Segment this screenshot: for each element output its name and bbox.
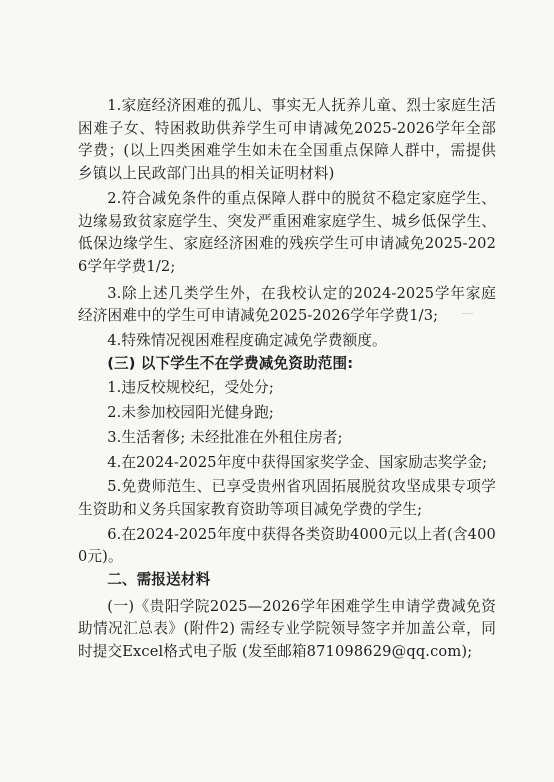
paragraph-4: 4.特殊情况视困难程度确定减免学费额度。 bbox=[107, 332, 387, 350]
excluded-item-6: 6.在2024-2025年度中获得各类资助4000元以上者(含4000元)。 bbox=[78, 525, 496, 566]
section-heading-3: (三) 以下学生不在学费减免资助范围: bbox=[107, 354, 354, 372]
paragraph-1: 1.家庭经济困难的孤儿、事实无人抚养儿童、烈士家庭生活困难子女、特困救助供养学生可申请减免2025-2026学年全部学费；(以上四类困难学生如未在全国重点保障人群中，需提供乡镇以上民政部门出具的相关证明材料) bbox=[78, 97, 496, 183]
materials-item-1: (一)《贵阳学院2025—2026学年困难学生申请学费减免资助情况汇总表》(附件2) 需经专业学院领导签字并加盖公章，同时提交Excel格式电子版 (发至邮箱871098629@qq.com); bbox=[78, 597, 496, 661]
excluded-item-2: 2.未参加校园阳光健身跑; bbox=[107, 404, 274, 422]
section-heading-2: 二、需报送材料 bbox=[107, 571, 211, 589]
excluded-item-4: 4.在2024-2025年度中获得国家奖学金、国家励志奖学金; bbox=[107, 453, 488, 471]
excluded-item-1: 1.违反校规校纪，受处分; bbox=[107, 379, 274, 397]
excluded-item-5: 5.免费师范生、已享受贵州省巩固拓展脱贫攻坚成果专项学生资助和义务兵国家教育资助等项目减免学费的学生; bbox=[78, 478, 496, 518]
scan-mark bbox=[462, 313, 473, 319]
paragraph-3: 3.除上述几类学生外，在我校认定的2024-2025学年家庭经济困难中的学生可申请减免2025-2026学年学费1/3; bbox=[78, 284, 496, 325]
excluded-item-3: 3.生活奢侈; 未经批准在外租住房者; bbox=[107, 428, 343, 446]
paragraph-2: 2.符合减免条件的重点保障人群中的脱贫不稳定家庭学生、边缘易致贫家庭学生、突发严重困难家庭学生、城乡低保学生、低保边缘学生、家庭经济困难的残疾学生可申请减免2025-2026学年学费1/2; bbox=[78, 189, 496, 275]
document-body bbox=[78, 95, 496, 664]
